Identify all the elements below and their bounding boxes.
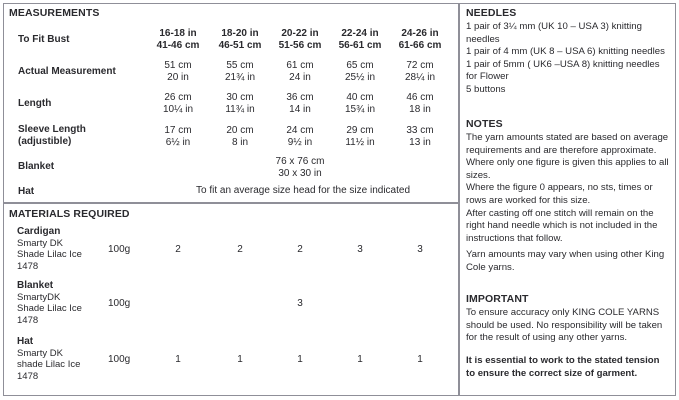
material-detail: Smarty DK [17,347,63,359]
needles-item: 1 pair of 4 mm (UK 8 – USA 6) knitting needles [466,46,665,58]
measurement-value-in: 24 in [289,72,311,83]
size-header-cm: 46-51 cm [218,40,262,51]
notes-title: NOTES [466,118,503,130]
measurement-value-in: 14 in [289,104,311,115]
hat-label: Hat [18,186,35,197]
material-qty: 1 [237,354,243,365]
hat-size-text: To fit an average size head for the size indicated [195,185,411,196]
to-fit-bust-label: To Fit Bust [18,34,70,45]
measurement-value-cm: 40 cm [346,92,374,103]
size-header-in: 18-20 in [221,28,259,39]
material-detail: 1478 [17,370,39,382]
needles-item: 1 pair of 3¼ mm (UK 10 – USA 3) knitting needles [466,21,642,45]
notes-paragraph: Where only one figure is given this applies to all sizes. [466,157,669,181]
notes-paragraph: Where the figure 0 appears, no sts, times or rows are worked for this size. [466,182,653,206]
measurements-title: MEASUREMENTS [9,7,100,19]
blanket-size-cm: 76 x 76 cm [275,156,325,167]
material-qty: 3 [297,298,303,309]
notes-paragraph: After casting off one stitch will remain on the right hand needle which is not included in the instructions that follow. [466,207,658,244]
measurement-value-cm: 26 cm [164,92,192,103]
measurement-value-cm: 46 cm [406,92,434,103]
material-qty: 1 [297,354,303,365]
measurement-value-cm: 61 cm [286,60,314,71]
length-label: Length [18,98,52,109]
material-detail: SmartyDK [17,291,61,303]
tension-warning: It is essential to work to the stated tension to ensure the correct size of garment. [466,355,660,379]
material-weight: 100g [108,354,131,365]
material-qty: 2 [175,244,181,255]
measurement-value-in: 8 in [231,137,249,148]
measurement-value-in: 10¼ in [162,104,194,115]
size-header-in: 22-24 in [341,28,379,39]
material-detail: Shade Lilac Ice [17,303,82,314]
important-text: To ensure accuracy only KING COLE YARNS should be used. No responsibility will be taken for the result of using any other yarns. [466,307,663,344]
sleeve-length-label-line2: (adjustible) [18,136,72,147]
needles-title: NEEDLES [466,7,517,19]
material-detail: 1478 [17,314,39,326]
measurement-value-cm: 29 cm [346,125,374,136]
material-qty: 3 [417,244,423,255]
material-label [17,226,82,272]
material-qty: 2 [297,244,303,255]
material-name: Cardigan [17,226,61,237]
material-weight: 100g [108,244,131,255]
needles-item: 1 pair of 5mm ( UK6 –USA 8) knitting needles for Flower [466,58,660,83]
material-detail: shade Lilac Ice [17,359,81,370]
material-qty: 1 [175,354,181,365]
measurement-value-in: 28¼ in [404,72,436,83]
measurement-value-in: 21¾ in [224,72,256,83]
measurement-value-cm: 72 cm [406,60,434,71]
material-detail: Smarty DK [17,237,63,249]
size-header-cm: 41-46 cm [156,40,200,51]
material-weight: 100g [108,298,131,309]
material-qty: 3 [357,244,363,255]
important-title: IMPORTANT [466,293,529,305]
notes-paragraph: Yarn amounts may vary when using other King Cole yarns. [466,249,665,273]
measurement-value-cm: 55 cm [226,60,254,71]
notes-paragraph: The yarn amounts stated are based on average requirements and are therefore approximate. [466,132,669,156]
size-header-cm: 61-66 cm [398,40,442,51]
blanket-label: Blanket [18,161,55,172]
sleeve-length-label [18,124,86,148]
measurement-value-cm: 65 cm [346,60,374,71]
size-header-in: 24-26 in [401,28,439,39]
measurement-value-cm: 51 cm [164,60,192,71]
measurement-value-cm: 36 cm [286,92,314,103]
measurement-value-in: 18 in [409,104,431,115]
material-qty: 2 [237,244,243,255]
measurement-value-in: 11¾ in [225,104,255,115]
measurement-value-cm: 24 cm [286,125,314,136]
material-label [17,336,80,382]
size-header-cm: 51-56 cm [278,40,322,51]
material-detail: 1478 [17,260,39,272]
measurement-value-cm: 30 cm [226,92,254,103]
sleeve-length-label-line1: Sleeve Length [18,124,86,135]
measurement-value-in: 13 in [409,137,431,148]
measurement-value-cm: 20 cm [226,125,254,136]
measurement-value-in: 9½ in [287,137,313,148]
blanket-size-in: 30 x 30 in [278,168,322,179]
needles-list [466,21,670,97]
material-qty: 1 [417,354,423,365]
measurement-value-in: 11½ in [345,137,375,148]
material-name: Blanket [17,280,54,291]
materials-title: MATERIALS REQUIRED [9,208,130,220]
measurement-value-in: 6½ in [165,137,191,148]
measurement-value-in: 25½ in [344,72,376,83]
material-detail: Shade Lilac Ice [17,249,82,260]
measurement-value-in: 20 in [167,72,189,83]
material-label [17,280,82,326]
size-header-cm: 56-61 cm [338,40,382,51]
notes-body [466,132,670,279]
actual-measurement-label: Actual Measurement [18,66,116,77]
measurement-value-in: 15¾ in [344,104,376,115]
size-header-in: 16-18 in [159,28,197,39]
size-header-in: 20-22 in [281,28,319,39]
material-qty: 1 [357,354,363,365]
measurement-value-cm: 17 cm [164,125,192,136]
needles-item: 5 buttons [466,83,506,95]
measurement-value-cm: 33 cm [406,125,434,136]
material-name: Hat [17,336,34,347]
